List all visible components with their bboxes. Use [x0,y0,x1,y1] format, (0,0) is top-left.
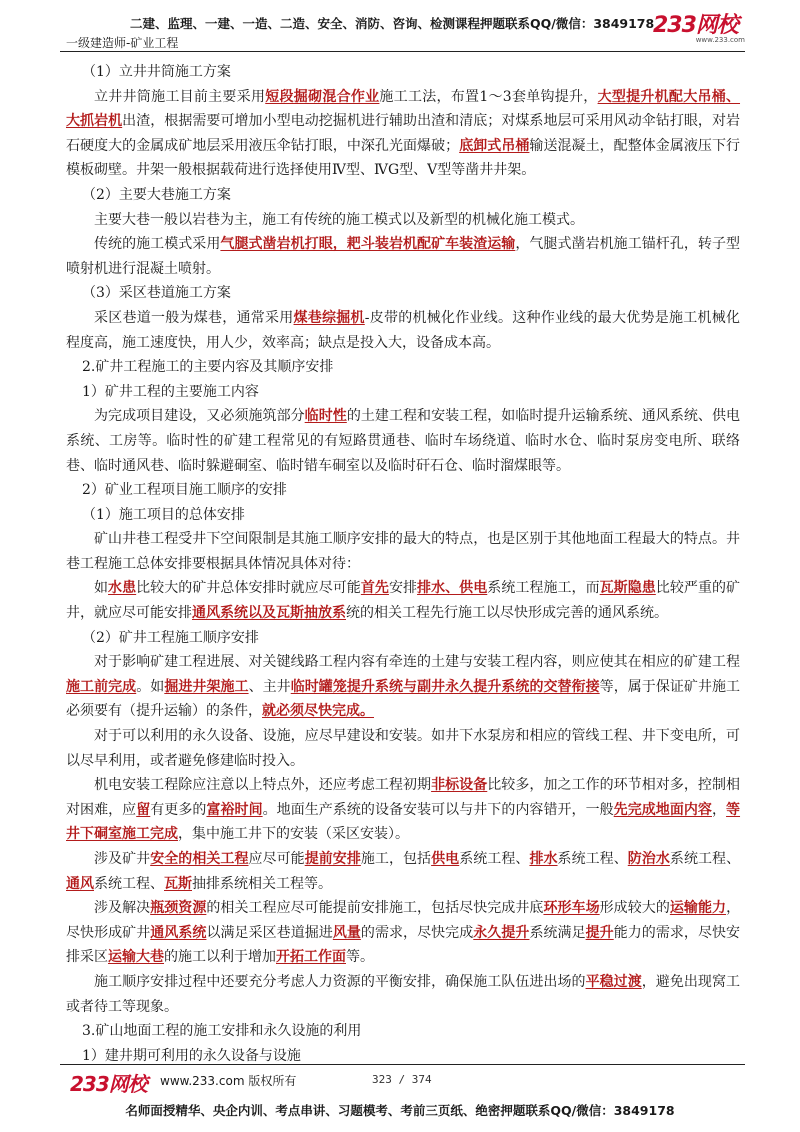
paragraph-traditional-mode [66,232,740,281]
text-run: 比较多，加之工作的环节相对多，控制相对困难，应 [66,777,741,818]
key-term-highlight: 水患 [108,580,137,597]
text-run: 的相关工程应尽可能提前安排施工，包括尽快完成井底 [206,900,544,917]
text-run: 。如 [136,678,165,695]
key-term-highlight: 开拓工作面 [276,949,346,966]
text-run: 应尽可能 [248,851,305,867]
text-run: ，尽快形成矿井 [66,900,741,941]
key-term-highlight: 大型提升机配大吊桶、大抓岩机 [66,88,741,130]
text-run: 系统满足 [529,924,586,941]
key-term-highlight: 运输能力 [669,900,727,917]
key-term-highlight: 排水 [529,851,558,867]
text-run: 施工顺序安排过程中还要充分考虑人力资源的平衡安排，确保施工队伍进出场的 [94,973,586,990]
paragraph-electromechanical [66,773,740,847]
key-term-highlight: 运输大巷 [108,949,164,966]
key-term-highlight: 供电 [431,851,460,867]
text-run: 抽排系统相关工程等。 [192,875,332,892]
text-run: 涉及矿井 [94,851,151,867]
key-term-highlight: 防治水 [627,851,670,867]
heading-section-3: 3.矿山地面工程的施工安排和永久设施的利用 [82,1023,362,1040]
heading-main-contents: 1）矿井工程的主要施工内容 [82,383,259,400]
footer-contact-line: 名师面授精华、央企内训、考点串讲、习题模考、考前三页纸、绝密押题联系QQ/微信：3849178 [125,1103,675,1118]
text-run: 。地面生产系统的设备安装可以与井下的内容错开，一般 [262,801,614,818]
brand-logo [653,14,745,48]
text-run: 施工工法，布置1～3套单钩提升， [379,88,598,105]
text-run: 施工，包括 [360,851,432,867]
text-run: 比较大的矿井总体安排时就应尽可能 [136,580,361,597]
key-term-highlight: 煤巷综掘机 [293,309,365,326]
text-run: 输送混凝土，配整体金属液压下行模板砌壁。井架一般根据载荷进行选择使用Ⅳ型、ⅣG型、Ⅴ型等凿井井架。 [66,137,741,179]
text-run: 如 [94,580,109,597]
key-term-highlight: 留 [136,801,151,818]
paragraph-overall: 矿山井巷工程受井下空间限制是其施工顺序安排的最大的特点，也是区别于其他地面工程最大的特点。井巷工程施工总体安排要根据具体情况具体对待： [66,531,740,572]
text-run: 有更多的 [150,801,207,818]
key-term-highlight: 风量 [332,924,361,941]
text-run: 安排 [388,580,418,597]
text-run: 系统工程施工，而 [487,580,600,597]
heading-permanent-facilities: 1）建井期可利用的永久设备与设施 [82,1047,301,1064]
text-run: 比较严重的矿井，就应尽可能安排 [66,580,741,622]
text-run: -皮带的机械化作业线。这种作业线的最大优势是施工机械化程度高，施工速度快，用人少，效率高；缺点是投入大，设备成本高。 [66,309,741,351]
text-run: 、主井 [248,678,291,695]
key-term-highlight: 等井下硐室施工完成 [66,801,741,843]
text-run: 的施工以利于增加 [164,949,276,966]
key-term-highlight: 掘进井架施工 [164,678,249,695]
key-term-highlight: 提前安排 [304,851,361,867]
text-run: 对于影响矿建工程进展、对关键线路工程内容有牵连的土建与安装工程内容，则应使其在相应的矿建工程 [94,654,740,671]
text-run: 系统工程、 [94,875,164,892]
key-term-highlight: 通风系统 [150,924,207,941]
footer-logo: 233网校 [70,1072,147,1096]
text-run: ， [711,801,727,818]
key-term-highlight: 施工前完成 [66,678,137,695]
text-run: 统的相关工程先行施工以尽快形成完善的通风系统。 [346,605,668,622]
key-term-highlight: 排水、供电 [417,580,488,597]
text-run: 的需求，尽快完成 [360,924,474,941]
key-term-highlight: 永久提升 [473,924,530,941]
header-subtitle: 一级建造师-矿业工程 [66,36,179,50]
key-term-highlight: 临时罐笼提升系统与副井永久提升系统的交替衔接 [290,678,600,695]
paragraph-water-gas [66,576,740,625]
heading-main-roadway: （2）主要大巷施工方案 [82,186,231,203]
paragraph-temporary-works [66,404,740,478]
text-run: 形成较大的 [599,900,670,917]
key-term-highlight: 安全的相关工程 [150,851,249,867]
key-term-highlight: 通风 [66,875,94,892]
paragraph-manpower [66,970,740,1019]
text-run: 等，属于保证矿井施工必须要有（提升运输）的条件， [66,678,741,720]
key-term-highlight: 平稳过渡 [585,973,642,990]
page-number: 323 / 374 [372,1073,432,1086]
text-run: 系统工程、 [669,851,741,867]
paragraph-civil-install [66,650,740,724]
paragraph-main-roadway: 主要大巷一般以岩巷为主，施工有传统的施工模式以及新型的机械化施工模式。 [94,211,584,228]
text-run: 机电安装工程除应注意以上特点外，还应考虑工程初期 [94,777,432,794]
text-run: ，避免出现窝工或者待工等现象。 [66,973,741,1015]
heading-shaft-plan: （1）立井井筒施工方案 [82,64,231,80]
page-header [60,12,745,52]
heading-sequence: 2）矿业工程项目施工顺序的安排 [82,482,287,499]
key-term-highlight: 非标设备 [431,777,488,794]
text-run: 为完成项目建设，又必须施筑部分 [94,408,305,425]
heading-mining-roadway: （3）采区巷道施工方案 [82,285,231,302]
heading-section-2: 2.矿井工程施工的主要内容及其顺序安排 [82,359,334,376]
paragraph-permanent-equipment: 对于可以利用的永久设备、设施，应尽早建设和安装。如井下水泵房和相应的管线工程、井下变电所，可以尽早利用，或者避免修建临时投入。 [66,728,740,769]
text-run: 涉及解决 [94,900,151,917]
logo-url: www.233.com [695,36,745,44]
key-term-highlight: 提升 [585,924,614,941]
key-term-highlight: 就必须尽快完成。 [262,703,374,720]
heading-overall: （1）施工项目的总体安排 [82,506,245,523]
paragraph-mining-roadway [66,306,740,355]
text-run: 以满足采区巷道掘进 [206,924,333,941]
key-term-highlight: 瓦斯 [164,875,192,892]
text-run: 系统工程、 [459,851,530,867]
footer-copyright: www.233.com 版权所有 [160,1074,297,1088]
text-run: 能力的需求，尽快安排采区 [66,924,741,966]
key-term-highlight: 底卸式吊桶 [459,137,530,154]
key-term-highlight: 瓶颈资源 [150,900,207,917]
footer-divider [60,1064,745,1065]
document-body [66,60,740,1068]
text-run: 出渣，根据需要可增加小型电动挖掘机进行辅助出渣和清底；对煤系地层可采用风动伞钻打眼，对岩石硬度大的金属成矿地层采用液压伞钻打眼，中深孔光面爆破； [66,113,740,154]
key-term-highlight: 首先 [360,580,389,597]
paragraph-safety-works [66,847,740,896]
key-term-highlight: 短段掘砌混合作业 [265,88,380,105]
paragraph-bottleneck [66,896,740,970]
key-term-highlight: 瓦斯隐患 [599,580,656,597]
text-run: 等。 [346,949,374,966]
logo-text: 233网校 [653,13,738,38]
header-contact-line: 二建、监理、一建、一造、二造、安全、消防、咨询、检测课程押题联系QQ/微信：3849178 [130,16,655,31]
text-run: ，集中施工井下的安装（采区安装）。 [178,826,409,843]
text-run: 的土建工程和安装工程，如临时提升运输系统、通风系统、供电系统、工房等。临时性的矿建工程常见的有短路贯通巷、临时车场绕道、临时水仓、临时泵房变电所、联络巷、临时通风巷、临时躲避硐室、临时错车硐室以及临时矸石仓、临时溜煤眼等。 [66,408,741,474]
text-run: 立井井筒施工目前主要采用 [94,88,266,105]
key-term-highlight: 气腿式凿岩机打眼，耙斗装岩机配矿车装渣运输 [220,236,516,253]
text-run: 系统工程、 [557,851,628,867]
key-term-highlight: 先完成地面内容 [613,801,712,818]
paragraph-shaft [66,85,740,183]
key-term-highlight: 富裕时间 [206,801,263,818]
heading-shaft-sequence: （2）矿井工程施工顺序安排 [82,629,259,646]
key-term-highlight: 通风系统以及瓦斯抽放系 [192,605,346,622]
header-divider [60,51,745,52]
key-term-highlight: 环形车场 [543,900,600,917]
text-run: 采区巷道一般为煤巷，通常采用 [94,309,294,326]
text-run: 传统的施工模式采用 [94,236,221,253]
key-term-highlight: 临时性 [304,408,347,425]
text-run: ，气腿式凿岩机施工锚杆孔，转子型喷射机进行混凝土喷射。 [66,236,741,277]
